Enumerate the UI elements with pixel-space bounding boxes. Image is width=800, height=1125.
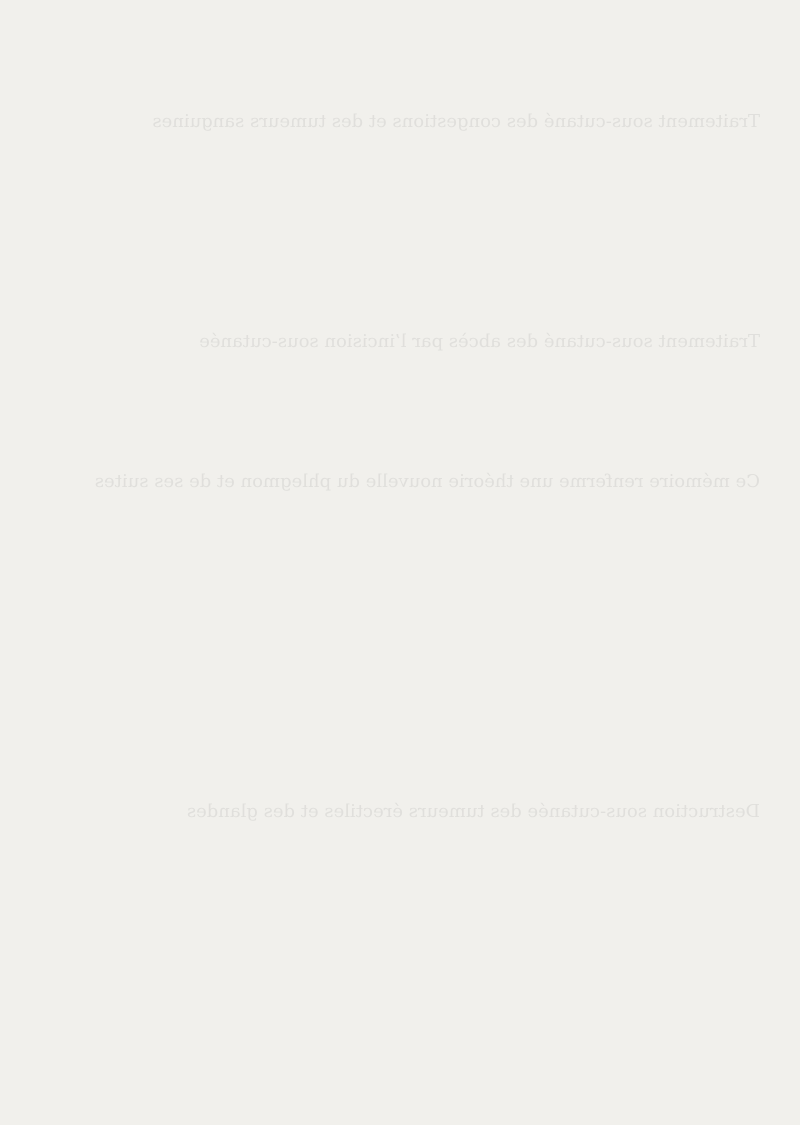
bleed-through-text: Traitement sous-cutané des abcès par l’incision sous-cutanée [199, 331, 760, 352]
bleed-through-text: Ce mémoire renferme une théorie nouvelle du phlegmon et de ses suites [94, 471, 760, 492]
bleed-through-text: Destruction sous-cutanée des tumeurs érectiles et des glandes [186, 801, 760, 822]
section-title [102, 88, 744, 110]
bleed-through-text: Traitement sous-cutané des congestions et des tumeurs sanguines [152, 111, 760, 132]
